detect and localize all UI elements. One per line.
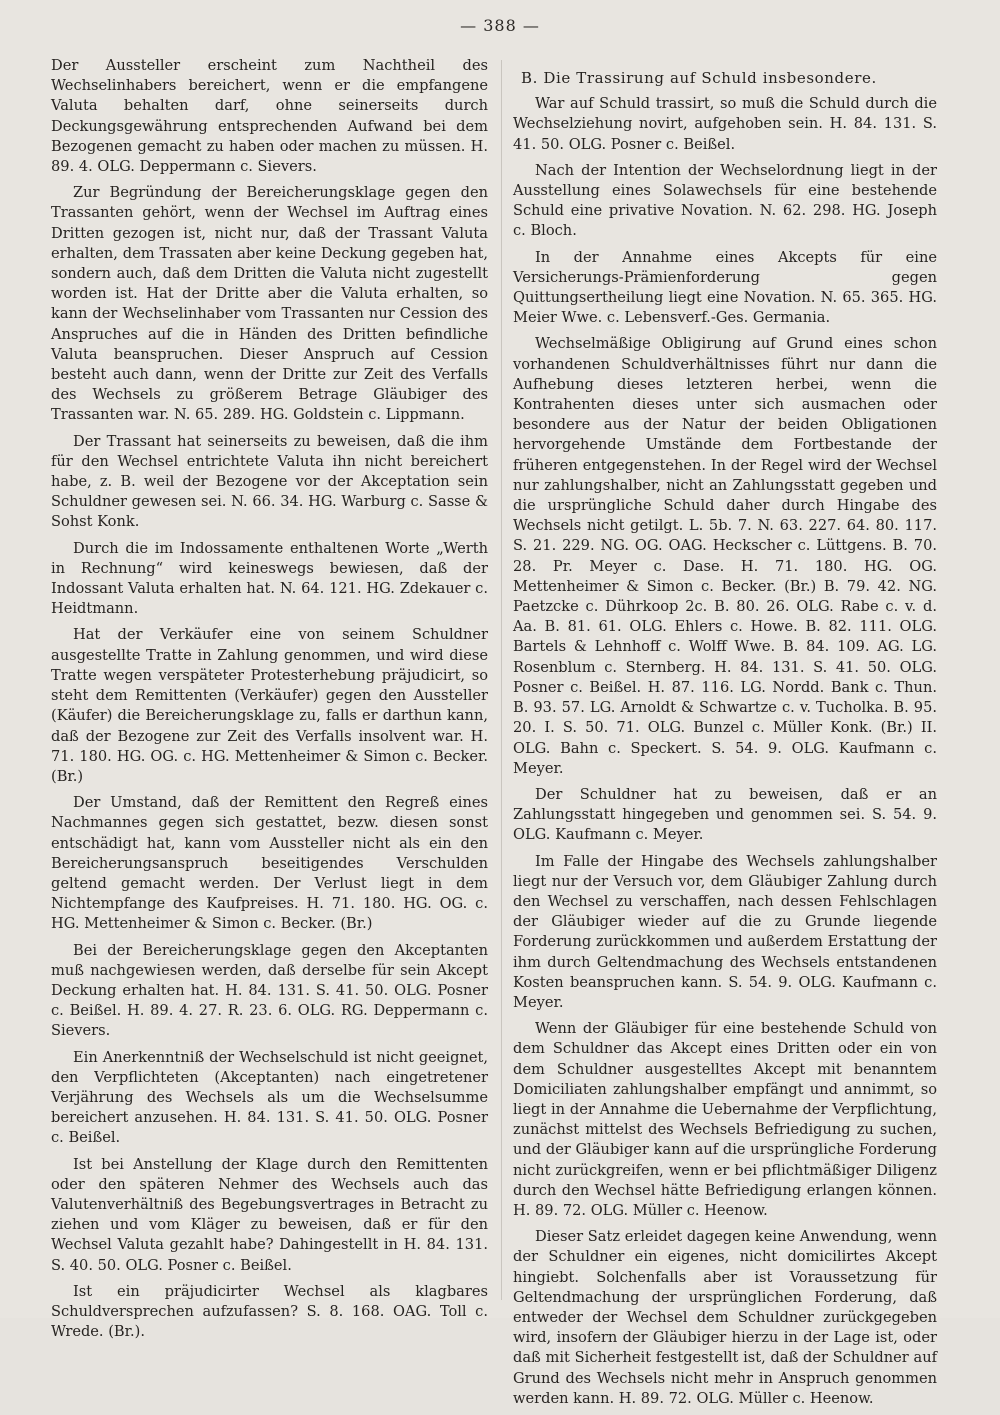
paragraph: Bei der Bereicherungsklage gegen den Akceptanten muß nachgewiesen werden, daß derselbe für sein Akcept Deckung erhalten hat. H. 84. 131. S. 41. 50. OLG. Posner c. Beißel. H. 89. 4. 27. R. 23. 6. OLG. RG. Deppermann c. Sievers. — [51, 941, 488, 1040]
paragraph: Der Trassant hat seinerseits zu beweisen, daß die ihm für den Wechsel entrichtete Valuta ihn nicht bereichert habe, z. B. weil der Bezogene vor der Akceptation sein Schuldner gewesen sei. N. 66. 34. HG. Warburg c. Sasse & Sohst Konk. — [51, 432, 488, 531]
paragraph: Der Schuldner hat zu beweisen, daß er an Zahlungsstatt hingegeben und genommen sei. S. 54. 9. OLG. Kaufmann c. Meyer. — [513, 785, 937, 844]
right-column — [513, 68, 937, 1415]
paragraph: Der Aussteller erscheint zum Nachtheil des Wechselinhabers bereichert, wenn er die empfangene Valuta behalten darf, ohne seinerseits durch Deckungsgewährung entsprechenden Aufwand bei dem Bezogenen gemacht zu haben oder machen zu müssen. H. 89. 4. OLG. Deppermann c. Sievers. — [51, 57, 488, 176]
paragraph: Der Umstand, daß der Remittent den Regreß eines Nachmannes gegen sich gestattet, bezw. diesen sonst entschädigt hat, kann vom Aussteller nicht als ein den Bereicherungsanspruch beseitigendes Verschulden geltend gemacht werden. Der Verlust liegt in dem Nichtempfange des Kaufpreises. H. 71. 180. HG. OG. c. HG. Mettenheimer & Simon c. Becker. (Br.) — [51, 794, 488, 933]
paragraph: War auf Schuld trassirt, so muß die Schuld durch die Wechselziehung novirt, aufgehoben sein. H. 84. 131. S. 41. 50. OLG. Posner c. Beißel. — [513, 95, 937, 153]
paragraph: Ein Anerkenntniß der Wechselschuld ist nicht geeignet, den Verpflichteten (Akceptanten) nach eingetretener Verjährung des Wechsels als um die Wechselsumme bereichert anzusehen. H. 84. 131. S. 41. 50. OLG. Posner c. Beißel. — [51, 1048, 488, 1147]
paragraph: Nach der Intention der Wechselordnung liegt in der Ausstellung eines Solawechsels für eine bestehende Schuld eine privative Novation. N. 62. 298. HG. Joseph c. Bloch. — [513, 161, 937, 240]
paragraph: Wenn der Gläubiger für eine bestehende Schuld von dem Schuldner das Akcept eines Dritten oder ein von dem Schuldner ausgestelltes Akcept mit benanntem Domiciliaten zahlungshalber empfängt und annimmt, so liegt in der Annahme die Uebernahme der Verpflichtung, zunächst mittelst des Wechsels Befriedigung zu suchen, und der Gläubiger kann auf die ursprüngliche Forderung nicht zurückgreifen, wenn er bei pflichtmäßiger Diligenz durch den Wechsel hätte Befriedigung erlangen können. H. 89. 72. OLG. Müller c. Heenow. — [513, 1020, 937, 1219]
paragraph: Hat der Verkäufer eine von seinem Schuldner ausgestellte Tratte in Zahlung genommen, und wird diese Tratte wegen verspäteter Protesterhebung präjudicirt, so steht dem Remittenten (Verkäufer) gegen den Aussteller (Käufer) die Bereicherungsklage zu, falls er darthun kann, daß der Bezogene zur Zeit des Verfalls insolvent war. H. 71. 180. HG. OG. c. HG. Mettenheimer & Simon c. Becker. (Br.) — [51, 626, 488, 785]
paragraph: Wechselmäßige Obligirung auf Grund eines schon vorhandenen Schuldverhältnisses führt nur dann die Aufhebung dieses letzteren herbei, wenn die Kontrahenten dieses unter sich ausmachen oder besondere aus der Natur der beiden Obligationen hervorgehende Umstände dem Fortbestande der früheren entgegenstehen. In der Regel wird der Wechsel nur zahlungshalber, nicht an Zahlungsstatt gegeben und die ursprüngliche Schuld daher durch Hingabe des Wechsels nicht getilgt. L. 5b. 7. N. 63. 227. 64. 80. 117. S. 21. 229. NG. OG. OAG. Heckscher c. Lüttgens. B. 70. 28. Pr. Meyer c. Dase. H. 71. 180. HG. OG. Mettenheimer & Simon c. Becker. (Br.) B. 79. 42. NG. Paetzcke c. Dührkoop 2c. B. 80. 26. OLG. Rabe c. v. d. Aa. B. 81. 61. OLG. Ehlers c. Howe. B. 82. 111. OLG. Bartels & Lehnhoff c. Wolff Wwe. B. 84. 109. AG. LG. Rosenblum c. Sternberg. H. 84. 131. S. 41. 50. OLG. Posner c. Beißel. H. 87. 116. LG. Nordd. Bank c. Thun. B. 93. 57. LG. Arnoldt & Schwartze c. v. Tucholka. B. 95. 20. I. S. 50. 71. OLG. Bunzel c. Müller Konk. (Br.) II. OLG. Bahn c. Speckert. S. 54. 9. OLG. Kaufmann c. Meyer. — [513, 335, 937, 777]
paragraph: Ist ein präjudicirter Wechsel als klagbares Schuldversprechen aufzufassen? S. 8. 168. OAG. Toll c. Wrede. (Br.). — [51, 1282, 488, 1341]
paragraph: Durch die im Indossamente enthaltenen Worte „Werth in Rechnung“ wird keineswegs bewiesen, daß der Indossant Valuta erhalten hat. N. 64. 121. HG. Zdekauer c. Heidtmann. — [51, 539, 488, 618]
column-divider — [501, 60, 502, 1300]
left-column — [51, 56, 488, 1348]
paragraph: Ist bei Anstellung der Klage durch den Remittenten oder den späteren Nehmer des Wechsels auch das Valutenverhältniß des Begebungsvertrages in Betracht zu ziehen und vom Kläger zu beweisen, daß er für den Wechsel Valuta gezahlt habe? Dahingestellt in H. 84. 131. S. 40. 50. OLG. Posner c. Beißel. — [51, 1155, 488, 1274]
section-heading: B. Die Trassirung auf Schuld insbesondere. — [521, 69, 877, 87]
paragraph: Dieser Satz erleidet dagegen keine Anwendung, wenn der Schuldner ein eigenes, nicht domicilirtes Akcept hingiebt. Solchenfalls aber ist Voraussetzung für Geltendmachung der ursprünglichen Forderung, daß entweder der Wechsel dem Schuldner zurückgegeben wird, insofern der Gläubiger hierzu in der Lage ist, oder daß mit Sicherheit festgestellt ist, daß der Schuldner auf Grund des Wechsels nicht mehr in Anspruch genommen werden kann. H. 89. 72. OLG. Müller c. Heenow. — [513, 1228, 937, 1407]
page-number: — 388 — — [460, 16, 540, 35]
paragraph: In der Annahme eines Akcepts für eine Versicherungs-Prämienforderung gegen Quittungsertheilung liegt eine Novation. N. 65. 365. HG. Meier Wwe. c. Lebensverf.-Ges. Germania. — [513, 248, 937, 327]
paragraph: Im Falle der Hingabe des Wechsels zahlungshalber liegt nur der Versuch vor, dem Gläubiger Zahlung durch den Wechsel zu verschaffen, nach dessen Fehlschlagen der Gläubiger wieder auf die zu Grunde liegende Forderung zurückkommen und außerdem Erstattung der ihm durch Geltendmachung des Wechsels entstandenen Kosten beanspruchen kann. S. 54. 9. OLG. Kaufmann c. Meyer. — [513, 852, 937, 1011]
paragraph: Zur Begründung der Bereicherungsklage gegen den Trassanten gehört, wenn der Wechsel im Auftrag eines Dritten gezogen ist, nicht nur, daß der Trassant Valuta erhalten, dem Trassaten aber keine Deckung gegeben hat, sondern auch, daß dem Dritten die Valuta nicht zugestellt worden ist. Hat der Dritte aber die Valuta erhalten, so kann der Wechselinhaber vom Trassanten nur Cession des Anspruches auf die in Händen des Dritten befindliche Valuta beanspruchen. Dieser Anspruch auf Cession besteht auch dann, wenn der Dritte zur Zeit des Verfalls des Wechsels zu größerem Betrage Gläubiger des Trassanten war. N. 65. 289. HG. Goldstein c. Lippmann. — [51, 184, 488, 424]
